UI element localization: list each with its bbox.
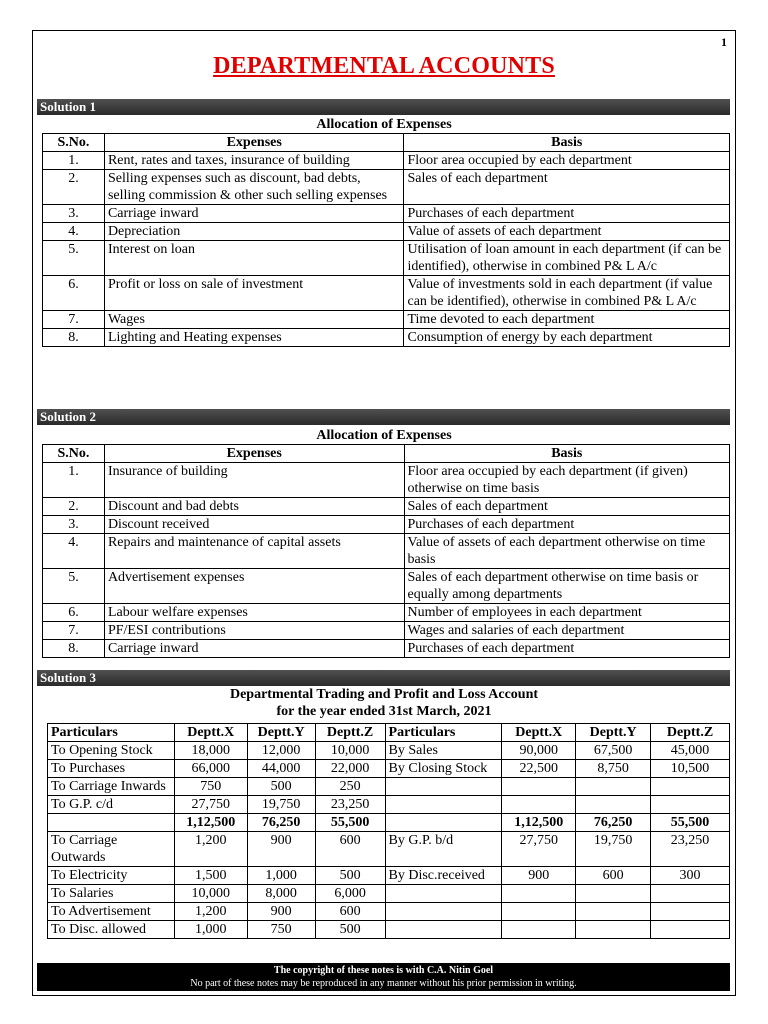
sno-cell: 2.	[43, 170, 105, 205]
amount-cell	[502, 903, 576, 921]
amount-cell: 500	[315, 921, 385, 939]
amount-cell: 1,000	[174, 921, 247, 939]
sno-cell: 5.	[43, 241, 105, 276]
basis-cell: Wages and salaries of each department	[404, 622, 730, 640]
particulars-cell: By Closing Stock	[385, 760, 502, 778]
amount-cell: 600	[315, 903, 385, 921]
amount-cell: 750	[174, 778, 247, 796]
expense-cell: Advertisement expenses	[104, 569, 404, 604]
sno-cell: 4.	[43, 223, 105, 241]
header-expenses: Expenses	[104, 445, 404, 463]
table-row	[48, 885, 730, 903]
amount-cell: 600	[576, 867, 651, 885]
amount-cell: 22,500	[502, 760, 576, 778]
table-row	[43, 170, 730, 205]
amount-cell: 500	[315, 867, 385, 885]
table-row	[43, 223, 730, 241]
amount-cell: 12,000	[247, 742, 315, 760]
particulars-cell: To Advertisement	[48, 903, 175, 921]
particulars-cell	[385, 814, 502, 832]
particulars-cell: To Opening Stock	[48, 742, 175, 760]
amount-cell	[502, 921, 576, 939]
particulars-cell: To Salaries	[48, 885, 175, 903]
amount-cell	[651, 778, 730, 796]
table-row	[48, 742, 730, 760]
amount-cell: 19,750	[247, 796, 315, 814]
expense-cell: Carriage inward	[104, 640, 404, 658]
amount-cell: 1,12,500	[502, 814, 576, 832]
basis-cell: Consumption of energy by each department	[404, 329, 730, 347]
amount-cell: 250	[315, 778, 385, 796]
table-row	[43, 276, 730, 311]
page	[32, 30, 736, 996]
amount-cell: 76,250	[576, 814, 651, 832]
amount-cell	[651, 903, 730, 921]
table-row	[48, 903, 730, 921]
amount-cell	[576, 921, 651, 939]
particulars-cell: By Disc.received	[385, 867, 502, 885]
amount-cell: 55,500	[315, 814, 385, 832]
particulars-cell	[385, 885, 502, 903]
expense-cell: Discount and bad debts	[104, 498, 404, 516]
table-row	[43, 569, 730, 604]
solution-1-table	[42, 133, 730, 347]
amount-cell: 300	[651, 867, 730, 885]
amount-cell	[576, 778, 651, 796]
table-row	[48, 778, 730, 796]
amount-cell	[502, 796, 576, 814]
sno-cell: 3.	[43, 516, 105, 534]
amount-cell: 45,000	[651, 742, 730, 760]
table-row	[43, 622, 730, 640]
sno-cell: 1.	[43, 463, 105, 498]
table-row	[48, 814, 730, 832]
amount-cell	[651, 921, 730, 939]
sno-cell: 4.	[43, 534, 105, 569]
table-row	[48, 832, 730, 867]
particulars-cell: By G.P. b/d	[385, 832, 502, 867]
expense-cell: Interest on loan	[104, 241, 404, 276]
table-row	[43, 311, 730, 329]
basis-cell: Floor area occupied by each department (if given) otherwise on time basis	[404, 463, 730, 498]
solution-3-heading-1: Departmental Trading and Profit and Loss Account	[229, 687, 539, 702]
basis-cell: Value of assets of each department otherwise on time basis	[404, 534, 730, 569]
particulars-cell	[385, 921, 502, 939]
table-row	[48, 921, 730, 939]
amount-cell: 27,750	[502, 832, 576, 867]
header-particulars: Particulars	[385, 724, 502, 742]
amount-cell: 10,000	[315, 742, 385, 760]
amount-cell: 900	[502, 867, 576, 885]
basis-cell: Purchases of each department	[404, 205, 730, 223]
amount-cell: 600	[315, 832, 385, 867]
header-particulars: Particulars	[48, 724, 175, 742]
basis-cell: Purchases of each department	[404, 640, 730, 658]
solution-3-heading-2: for the year ended 31st March, 2021	[276, 704, 492, 719]
amount-cell: 23,250	[315, 796, 385, 814]
expense-cell: Depreciation	[104, 223, 404, 241]
sno-cell: 8.	[43, 329, 105, 347]
amount-cell	[651, 885, 730, 903]
basis-cell: Time devoted to each department	[404, 311, 730, 329]
sno-cell: 7.	[43, 622, 105, 640]
amount-cell: 10,000	[174, 885, 247, 903]
page-title: DEPARTMENTAL ACCOUNTS	[213, 53, 555, 79]
table-row	[43, 152, 730, 170]
amount-cell: 8,000	[247, 885, 315, 903]
header-sno: S.No.	[43, 134, 105, 152]
header-dept: Deptt.Z	[315, 724, 385, 742]
table-row	[48, 796, 730, 814]
particulars-cell	[48, 814, 175, 832]
header-basis: Basis	[404, 134, 730, 152]
amount-cell: 10,500	[651, 760, 730, 778]
expense-cell: Selling expenses such as discount, bad debts, selling commission & other such selling expenses	[104, 170, 404, 205]
particulars-cell: To G.P. c/d	[48, 796, 175, 814]
basis-cell: Sales of each department	[404, 498, 730, 516]
table-row	[43, 498, 730, 516]
amount-cell: 6,000	[315, 885, 385, 903]
expense-cell: Labour welfare expenses	[104, 604, 404, 622]
header-sno: S.No.	[43, 445, 105, 463]
amount-cell: 1,200	[174, 832, 247, 867]
table-row	[43, 241, 730, 276]
solution-3-bar: Solution 3	[37, 670, 730, 686]
header-dept: Deptt.X	[502, 724, 576, 742]
expense-cell: Discount received	[104, 516, 404, 534]
amount-cell: 18,000	[174, 742, 247, 760]
particulars-cell: To Disc. allowed	[48, 921, 175, 939]
amount-cell	[651, 796, 730, 814]
copyright-footer	[37, 963, 730, 991]
amount-cell: 500	[247, 778, 315, 796]
table-row	[43, 534, 730, 569]
amount-cell: 27,750	[174, 796, 247, 814]
amount-cell: 66,000	[174, 760, 247, 778]
amount-cell: 750	[247, 921, 315, 939]
sno-cell: 6.	[43, 276, 105, 311]
table-row	[48, 867, 730, 885]
particulars-cell	[385, 796, 502, 814]
expense-cell: PF/ESI contributions	[104, 622, 404, 640]
basis-cell: Floor area occupied by each department	[404, 152, 730, 170]
amount-cell: 1,500	[174, 867, 247, 885]
amount-cell: 900	[247, 903, 315, 921]
amount-cell	[502, 885, 576, 903]
amount-cell: 67,500	[576, 742, 651, 760]
particulars-cell: To Purchases	[48, 760, 175, 778]
header-dept: Deptt.Y	[247, 724, 315, 742]
table-row	[48, 760, 730, 778]
amount-cell	[576, 903, 651, 921]
amount-cell: 900	[247, 832, 315, 867]
header-expenses: Expenses	[104, 134, 404, 152]
basis-cell: Sales of each department	[404, 170, 730, 205]
amount-cell: 76,250	[247, 814, 315, 832]
expense-cell: Carriage inward	[104, 205, 404, 223]
amount-cell: 55,500	[651, 814, 730, 832]
header-dept: Deptt.Y	[576, 724, 651, 742]
copyright-line-1: The copyright of these notes is with C.A. Nitin Goel	[273, 965, 494, 976]
particulars-cell: To Electricity	[48, 867, 175, 885]
amount-cell: 8,750	[576, 760, 651, 778]
amount-cell: 19,750	[576, 832, 651, 867]
particulars-cell: By Sales	[385, 742, 502, 760]
header-basis: Basis	[404, 445, 730, 463]
header-dept: Deptt.X	[174, 724, 247, 742]
table-row	[43, 516, 730, 534]
sno-cell: 3.	[43, 205, 105, 223]
table-row	[43, 604, 730, 622]
basis-cell: Value of investments sold in each department (if value can be identified), otherwise in combined P& L A/c	[404, 276, 730, 311]
expense-cell: Insurance of building	[104, 463, 404, 498]
amount-cell: 90,000	[502, 742, 576, 760]
solution-2-bar: Solution 2	[37, 409, 730, 425]
amount-cell: 1,12,500	[174, 814, 247, 832]
solution-1-heading: Allocation of Expenses	[316, 117, 452, 132]
particulars-cell: To Carriage Inwards	[48, 778, 175, 796]
solution-2-heading: Allocation of Expenses	[316, 428, 452, 443]
basis-cell: Value of assets of each department	[404, 223, 730, 241]
particulars-cell: To Carriage Outwards	[48, 832, 175, 867]
table-row	[43, 205, 730, 223]
expense-cell: Lighting and Heating expenses	[104, 329, 404, 347]
trading-account-table	[47, 723, 730, 939]
page-number: 1	[721, 35, 727, 49]
amount-cell	[576, 885, 651, 903]
sno-cell: 6.	[43, 604, 105, 622]
sno-cell: 8.	[43, 640, 105, 658]
table-row	[43, 640, 730, 658]
solution-2-table	[42, 444, 730, 658]
amount-cell	[576, 796, 651, 814]
basis-cell: Sales of each department otherwise on time basis or equally among departments	[404, 569, 730, 604]
particulars-cell	[385, 778, 502, 796]
amount-cell: 23,250	[651, 832, 730, 867]
expense-cell: Profit or loss on sale of investment	[104, 276, 404, 311]
amount-cell: 1,000	[247, 867, 315, 885]
basis-cell: Number of employees in each department	[404, 604, 730, 622]
table-row	[43, 329, 730, 347]
basis-cell: Utilisation of loan amount in each department (if can be identified), otherwise in combined P& L A/c	[404, 241, 730, 276]
amount-cell: 1,200	[174, 903, 247, 921]
amount-cell: 22,000	[315, 760, 385, 778]
table-row	[43, 463, 730, 498]
sno-cell: 1.	[43, 152, 105, 170]
amount-cell	[502, 778, 576, 796]
sno-cell: 7.	[43, 311, 105, 329]
basis-cell: Purchases of each department	[404, 516, 730, 534]
header-dept: Deptt.Z	[651, 724, 730, 742]
amount-cell: 44,000	[247, 760, 315, 778]
expense-cell: Repairs and maintenance of capital assets	[104, 534, 404, 569]
particulars-cell	[385, 903, 502, 921]
expense-cell: Wages	[104, 311, 404, 329]
expense-cell: Rent, rates and taxes, insurance of building	[104, 152, 404, 170]
copyright-line-2: No part of these notes may be reproduced in any manner without his prior permission in writing.	[190, 978, 577, 989]
sno-cell: 2.	[43, 498, 105, 516]
solution-1-bar: Solution 1	[37, 99, 730, 115]
sno-cell: 5.	[43, 569, 105, 604]
